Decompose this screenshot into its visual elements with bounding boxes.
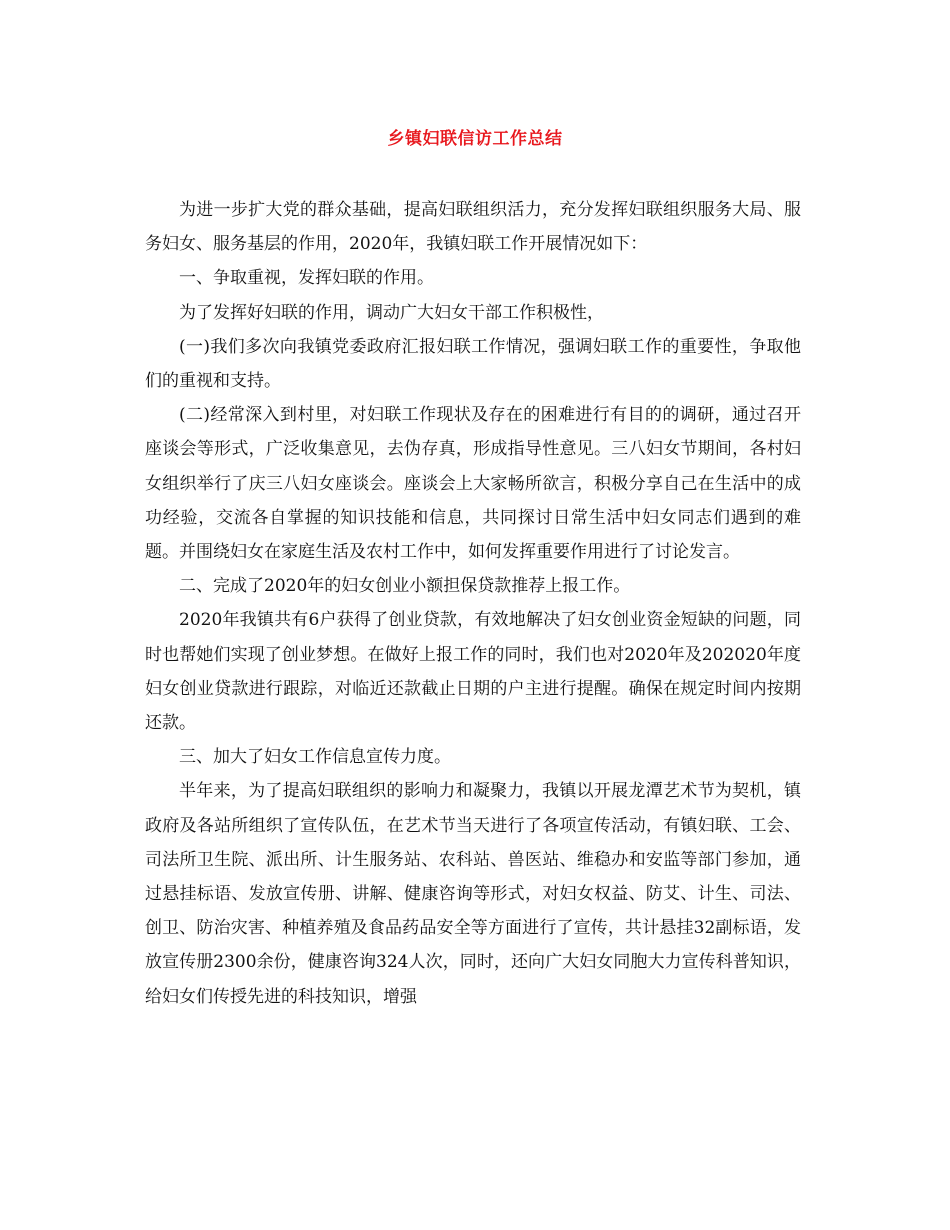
section-heading-2: 二、完成了2020年的妇女创业小额担保贷款推荐上报工作。 (179, 576, 631, 597)
paragraph: (二)经常深入到村里，对妇联工作现状及存在的困难进行有目的的调研，通过召开座谈会等形式，广泛收集意见，去伪存真，形成指导性意见。三八妇女节期间，各村妇女组织举行了庆三八妇女座谈会。座谈会上大家畅所欲言，积极分享自己在生活中的成功经验，交流各自掌握的知识技能和信息，共同探讨日常生活中妇女同志们遇到的难题。并围绕妇女在家庭生活及农村工作中，如何发挥重要作用进行了讨论发言。 (145, 405, 801, 563)
paragraph: 半年来，为了提高妇联组织的影响力和凝聚力，我镇以开展龙潭艺术节为契机，镇政府及各站所组织了宣传队伍，在艺术节当天进行了各项宣传活动，有镇妇联、工会、司法所卫生院、派出所、计生服务站、农科站、兽医站、维稳办和安监等部门参加，通过悬挂标语、发放宣传册、讲解、健康咨询等形式，对妇女权益、防艾、计生、司法、创卫、防治灾害、种植养殖及食品药品安全等方面进行了宣传，共计悬挂32副标语，发放宣传册2300余份，健康咨询324人次，同时，还向广大妇女同胞大力宣传科普知识，给妇女们传授先进的科技知识，增强 (145, 781, 801, 1007)
section-heading-3: 三、加大了妇女工作信息宣传力度。 (179, 747, 451, 768)
document-body (145, 193, 801, 1014)
document-title: 乡镇妇联信访工作总结 (387, 129, 563, 149)
section-heading-1: 一、争取重视，发挥妇联的作用。 (179, 268, 434, 289)
paragraph: 2020年我镇共有6户获得了创业贷款，有效地解决了妇女创业资金短缺的问题，同时也帮她们实现了创业梦想。在做好上报工作的同时，我们也对2020年及202020年度妇女创业贷款进行跟踪，对临近还款截止日期的户主进行提醒。确保在规定时间内按期还款。 (145, 610, 801, 734)
paragraph: 为了发挥好妇联的作用，调动广大妇女干部工作积极性， (179, 302, 604, 323)
paragraph: 为进一步扩大党的群众基础，提高妇联组织活力，充分发挥妇联组织服务大局、服务妇女、服务基层的作用，2020年，我镇妇联工作开展情况如下： (145, 200, 801, 255)
paragraph: (一)我们多次向我镇党委政府汇报妇联工作情况，强调妇联工作的重要性，争取他们的重视和支持。 (145, 336, 801, 392)
